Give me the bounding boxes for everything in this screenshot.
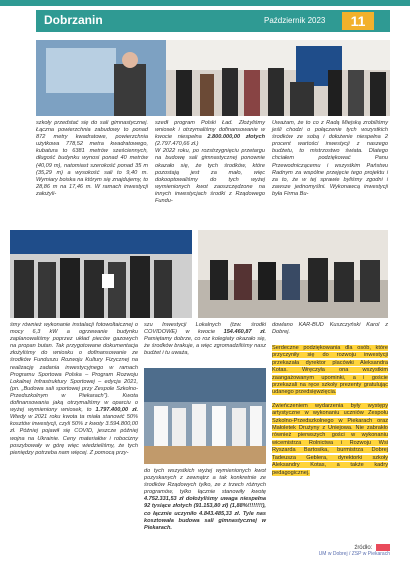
issue-date: Październik 2023 (264, 16, 326, 25)
paragraph: śmy również wykonanie instalacji fotowoltaicznej o mocy 6,3 kW a ogrzewanie budynku zaplanowaliśmy poprzez układ pieców gazowych na propan butan. Tak przygotowane dokumentacja złożyliśmy do wniosku o dofinansowanie ze środków Funduszu Rozwoju Kultury Fizycznej na realizację zadania inwestycyjnego w ramach Programu Sportowa Polska – Program Rozwoju Lokalnej Infrastruktury Sportowej – edycja 2021, (pn. „Budowa sali sportowej przy Zespole Szkolno-Przedszkolnym w Piekarach"). Kwota dofinansowania jaką otrzymaliśmy w oparciu o wyżej wymieniony wniosek, to 1.797.400,00 zł. Wtedy w 2021 roku kwota ta miała stanowić 50% kosztów inwestycji, czyli 50% z kwoty 3.594.800,00 zł. Później pojawił się COVID, jeszcze później wojna na Ukrainie. Ceny materiałów i robocizny poszybowały w górę więc wiedzieliśmy, że tych pieniędzy potrzeba nam więcej. Z pomocą przy- (10, 322, 138, 456)
paragraph-thanks-1: Serdeczne podziękowania dla osób, które przyczyniły się do rozwoju inwestycji przekazała dyrektor placówki Aleksandra Kotas. Wręczyła ona wszystkim zaangażowanym upominki, a i goście przekazali na ręce szkoły prezenty gratulując udanego przedsięwzięcia. (272, 345, 388, 396)
source-credit (300, 544, 390, 557)
article-col-2a (155, 120, 265, 205)
photo-audience-seated (198, 230, 388, 318)
article-col-3b (272, 322, 388, 336)
paragraph: W 2022 roku, po rozstrzygnięciu przetargu na budowę sali gimnastycznej ponownie okazało się, że tych środków, które pozostają jest za mało, więc dokooptowaliśmy do tych wyżej wymienionych kwot zaoszczędzone na innych inwestycjach środki z Rządowego Fundu- (155, 148, 265, 205)
photo-group-outdoor (10, 230, 192, 318)
article-col-2c (144, 468, 266, 532)
paragraph: do tych wszystkich wyżej wymienionych kwot pozyskanych z zewnątrz a tak konkretnie ze środków Rządowych tylko, ze z trzech różnych programów, tylko łącznie stanowiły kwotę 4.752.331,53 zł dołożyliśmy uwaga niespełna 92 tysiące złotych (91.153,80 zł) (1,88%!!!!!!!!), co łącznie uczyniło 4.843.485,33 zł. Tyle nas kosztowała budowa sali gimnastycznej w Piekarach. (144, 468, 266, 531)
article-col-1a (36, 120, 148, 198)
paragraph-thanks-2: Zwieńczeniem wydarzenia były występy artystyczne w wykonaniu uczniów Zespołu Szkolno-Przedszkolnego w Piekarach oraz Małoletek Drużyny z Uniejowa. Nie zabrakło również pierwszych gości w wykonaniu wicemistrza Rolnictwa i Rozwoju Wsi Ryszarda Bartosika, burmistrza Dobrej Tadeusza Geblera, dyrektorki szkoły Aleksandry Kotas, a także kadry pedagogicznej. (272, 402, 388, 476)
paragraph: Uważam, że to co z Radą Miejską zrobiliśmy jeśli chodzi o połączenie tych wszystkich środków ze sobą i dołożenie niespełna 2 procent wartości inwestycji z naszego budżetu, to mistrzostwo świata. Dlatego chciałem podziękować Panu Przewodniczącemu i wszystkim Państwu Radnym za wspólne przejęcie tego projektu i za to, że w tej sprawie byliśmy zgodni i zawsze jednomyślni. Wykonawcą inwestycji była Firma Bu- (272, 120, 388, 197)
top-accent-band (0, 0, 410, 6)
newspaper-title: Dobrzanin (44, 13, 103, 27)
page-number-badge: 11 (342, 12, 374, 30)
photo-ceremony-speaker (36, 40, 390, 116)
article-col-1b (10, 322, 138, 457)
source-org: UM w Dobrej / ZSP w Piekarach (318, 551, 390, 558)
article-col-2b (144, 322, 266, 357)
photo-children-performance (144, 368, 266, 464)
paragraph: szu Inwestycji Lokalnych (tzw. środki COVIDOWE) w kwocie 154.460,87 zł. Pamiętamy dobrze, co roz kolegiaty okazało się, że środków brakuje, a więc zgromadziliśmy nasz budżet i tu uważa, (144, 322, 266, 357)
paragraph: szkoły przedstać się do sali gimnastycznej. Łączna powierzchnia zabudowy to ponad 872 metry kwadratowe, powierzchnia użytkowa 778,52 metra kwadratowego, kubatura to 6381 metrów sześciennych, długość budynku wynosi ponad 40 metrów (40,09 m), natomiast szerokość ponad 35 m (35,29 m) a wysokość sali to 9,40 m. Wymiary boiska na którym się znajdujemy, to 28,86 m na 17,46 m. W ramach inwestycji założyli- (36, 120, 148, 197)
paragraph: dowlano KAR-BUD Kuszczyński Karol z Dobrej. (272, 322, 388, 336)
article-col-3a (272, 120, 388, 198)
source-label: źródło: (354, 545, 373, 552)
paragraph: szedł program Polski Ład. Złożyliśmy wniosek i otrzymaliśmy dofinansowanie w kwocie niespełna 2.800.000,00 złotych (2.797.470,66 zł.) (155, 120, 265, 148)
thanks-block (272, 345, 388, 477)
source-logo-icon (376, 544, 390, 551)
